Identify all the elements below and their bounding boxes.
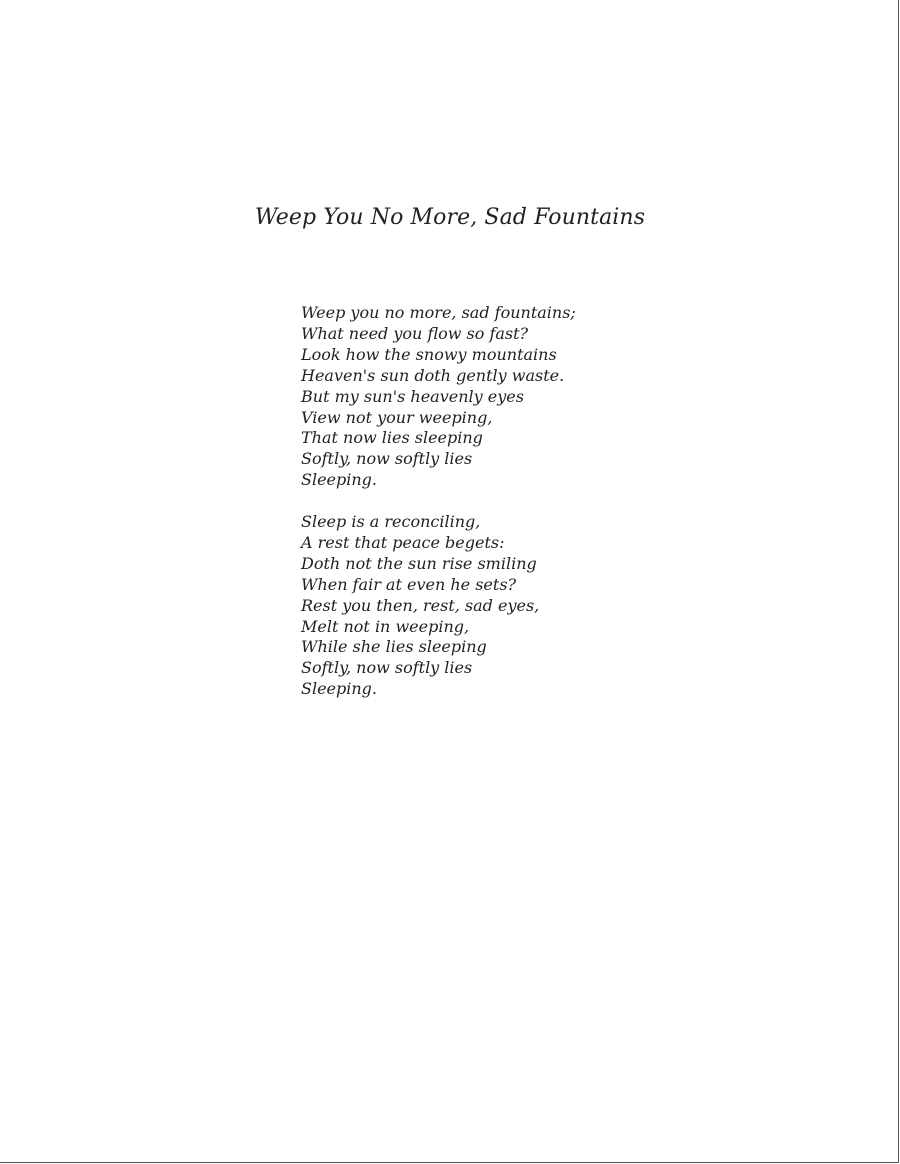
poem-line: Softly, now softly lies — [301, 449, 473, 469]
poem-line: Weep you no more, sad fountains; — [301, 303, 576, 322]
poem-line: But my sun's heavenly eyes — [301, 386, 524, 406]
poem-line: Sleeping. — [301, 679, 378, 699]
poem-title: Weep You No More, Sad Fountains — [254, 205, 646, 230]
stanza-1 — [301, 303, 576, 491]
poem-line: A rest that peace begets: — [301, 532, 505, 552]
poem-line: While she lies sleeping — [301, 637, 487, 657]
poem-body — [301, 303, 576, 700]
poem-line: View not your weeping, — [301, 407, 493, 427]
poem-line: Sleep is a reconciling, — [301, 512, 481, 532]
poem-line: Doth not the sun rise smiling — [301, 553, 537, 573]
poem-line: Rest you then, rest, sad eyes, — [301, 595, 540, 615]
poem-line: Melt not in weeping, — [301, 616, 470, 636]
stanza-2 — [301, 512, 576, 700]
poem-line: What need you flow so fast? — [301, 323, 529, 343]
poem-line: Look how the snowy mountains — [301, 344, 557, 364]
poem-line: When fair at even he sets? — [301, 574, 517, 594]
poem-line: Heaven's sun doth gently waste. — [301, 365, 565, 385]
poem-line: Sleeping. — [301, 470, 378, 490]
poem-line: Softly, now softly lies — [301, 658, 473, 678]
poem-line: That now lies sleeping — [301, 428, 483, 448]
